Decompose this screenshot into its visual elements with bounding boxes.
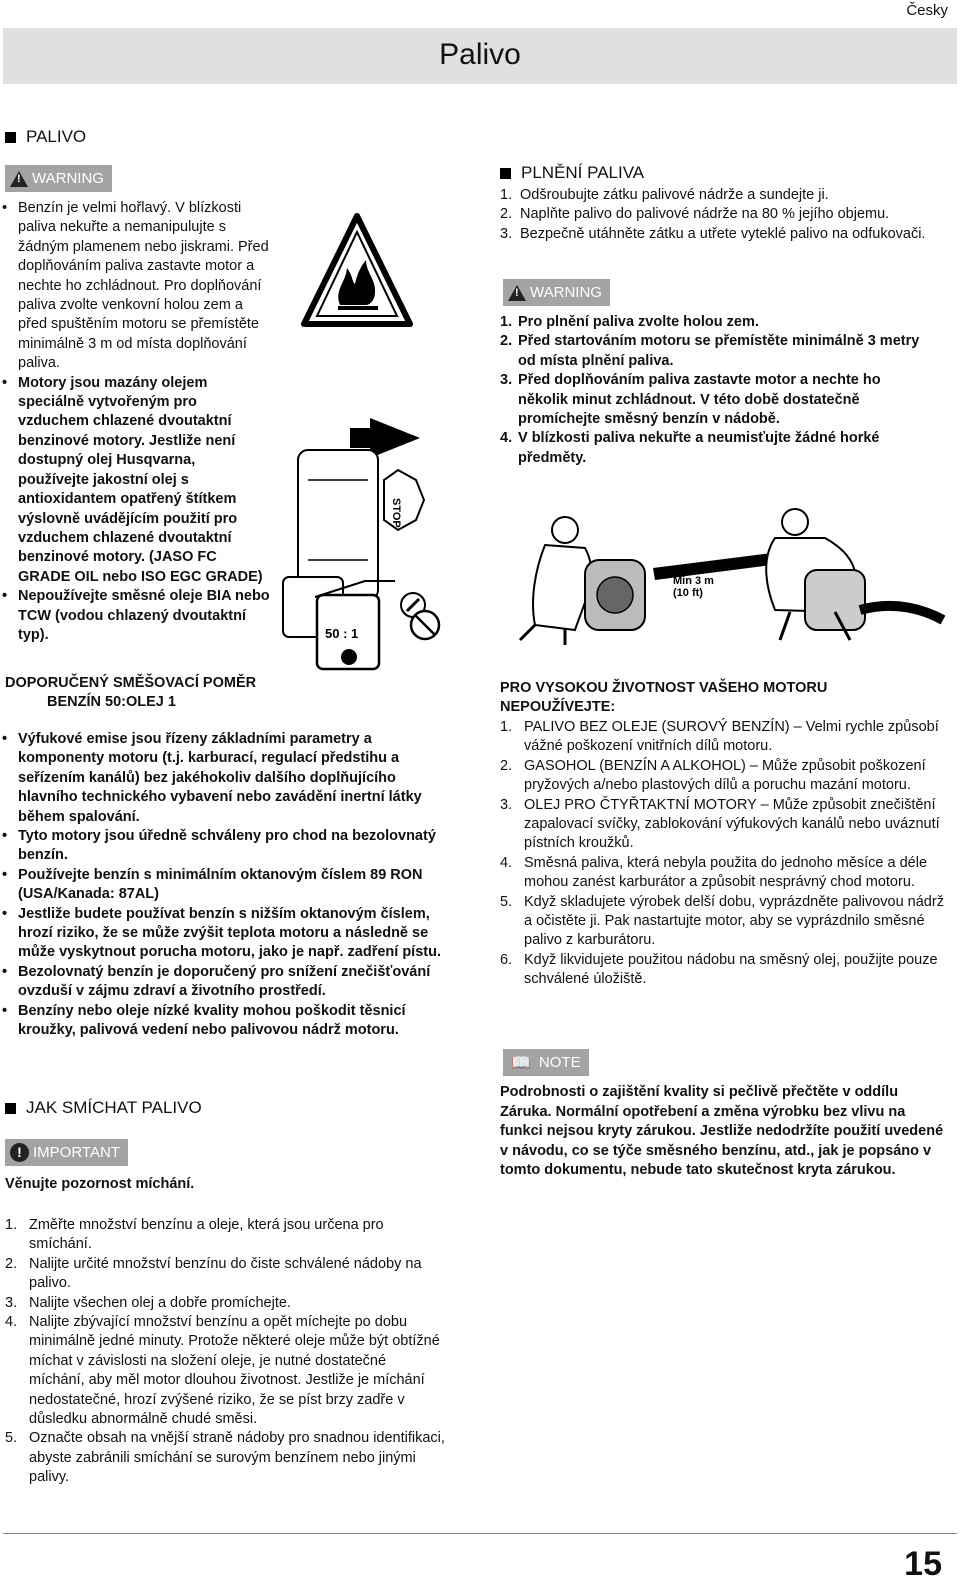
fill-step: 2. Naplňte palivo do palivové nádrže na 80 % jejího objemu. xyxy=(500,206,890,223)
note-label: NOTE xyxy=(538,1054,581,1071)
ratio-heading-line1: DOPORUČENÝ SMĚŠOVACÍ POMĚR xyxy=(5,675,257,691)
section-mix-heading xyxy=(5,1098,202,1118)
mix-steps-list xyxy=(5,1216,445,1488)
book-icon: 📖 xyxy=(511,1054,531,1072)
ratio-item: • Výfukové emise jsou řízeny základními parametry a komponenty motoru (t.j. karburací, regulací předstihu a seřízením kanálů) bez jakéhokoliv dalšího doplňujícího hlavního technického vybavení nebo zavádění inertní látky během spalování. xyxy=(0,730,456,827)
warning-item: • Nepoužívejte směsné oleje BIA nebo TCW (vodou chlazený dvoutaktní typ). xyxy=(0,587,270,645)
ratio-item: • Bezolovnatý benzín je doporučený pro snížení znečišťování ovzduší v zájmu zdraví a životního prostředí. xyxy=(0,963,456,1002)
page-number: 15 xyxy=(904,1545,942,1583)
ratio-list xyxy=(0,730,456,1041)
warning-item: • Motory jsou mazány olejem speciálně vytvořeným pro vzduchem chlazené dvoutaktní benzinové motory. Jestliže není dostupný olej Husqvarna, používejte jakostní olej s antioxidantem opatřený štítkem výslovně uvádějícím použití pro vzduchem chlazené dvoutaktní benzinové motory. (JASO FC GRADE OIL nebo ISO EGC GRADE) xyxy=(0,374,270,587)
flammable-warning-icon xyxy=(300,210,415,330)
footer-divider xyxy=(3,1533,957,1534)
warning-item: • Benzín je velmi hořlavý. V blízkosti paliva nekuřte a nemanipulujte s žádným plamenem nebo jiskrami. Před doplňováním paliva zastavte motor a nechte ho zchládnout. Pro doplňování paliva zvolte venkovní holou zem a před spuštěním motoru se přemístěte minimálně 3 m od místa doplňování paliva. xyxy=(0,199,270,374)
engine-life-item: 2. GASOHOL (BENZÍN A ALKOHOL) – Může způsobit poškození pryžových a/nebo plastových dílů a poruchu mazání motoru. xyxy=(500,757,926,794)
important-badge xyxy=(5,1139,128,1166)
ratio-item: • Benzíny nebo oleje nízké kvality mohou poškodit těsnicí kroužky, palivová vedení nebo palivovou nádrž motoru. xyxy=(0,1002,456,1041)
section-mix-title: JAK SMÍCHAT PALIVO xyxy=(26,1098,202,1117)
fill-step: 3. Bezpečně utáhněte zátku a utřete vyteklé palivo na odfukovači. xyxy=(500,225,926,242)
mix-step: 2. Nalijte určité množství benzínu do čiste schválené nádoby na palivo. xyxy=(5,1255,422,1292)
warning-badge-right xyxy=(503,279,610,306)
engine-life-list xyxy=(500,718,945,990)
refuel-distance-illustration xyxy=(505,500,950,650)
engine-life-item: 4. Směsná paliva, která nebyla použita do jednoho měsíce a déle mohou zanést karburátor a způsobit nesprávný chod motoru. xyxy=(500,854,928,891)
section-palivo-heading xyxy=(5,127,86,147)
fuel-can-illustration xyxy=(275,565,450,675)
warning-label: WARNING xyxy=(32,170,104,187)
warning-badge xyxy=(5,165,112,192)
fill-warning-item: 1. Pro plnění paliva zvolte holou zem. xyxy=(500,314,759,330)
warning-list xyxy=(0,199,270,645)
mix-step: 1. Změřte množství benzínu a oleje, která jsou určena pro smíchání. xyxy=(5,1217,384,1253)
distance-label-line2: (10 ft) xyxy=(673,587,703,599)
ratio-heading xyxy=(5,674,256,713)
distance-label-line1: Min 3 m xyxy=(673,575,714,587)
section-fill-title: PLNĚNÍ PALIVA xyxy=(521,163,645,182)
mix-step: 5. Označte obsah na vnější straně nádoby pro snadnou identifikaci, abyste zabránili smíchání se surovým benzínem nebo jinými palivy. xyxy=(5,1430,445,1486)
mix-step: 4. Nalijte zbývající množství benzínu a opět míchejte po dobu minimálně jedné minuty. Protože některé oleje může být obtížné míchat v závislosti na složení oleje, je nutné dostatečné míchání, aby měl motor dlouhou životnost. Jestliže je míchání nedostatečné, hrozí zvýšené riziko, že se píst brzy zadře v důsledku abnormálně chudé směsi. xyxy=(5,1314,440,1428)
ratio-item: • Tyto motory jsou úředně schváleny pro chod na bezolovnatý benzín. xyxy=(0,827,456,866)
mix-step: 3. Nalijte všechen olej a dobře promíchejte. xyxy=(5,1294,291,1311)
square-bullet-icon xyxy=(5,1103,16,1114)
engine-life-item: 5. Když skladujete výrobek delší dobu, vyprázdněte palivovou nádrž a očistěte ji. Pak nastartujte motor, aby se vyprázdnilo směsné palivo z karburátoru. xyxy=(500,893,944,949)
important-label: IMPORTANT xyxy=(33,1144,120,1161)
section-palivo-title: PALIVO xyxy=(26,127,87,146)
ratio-heading-line2: BENZÍN 50:OLEJ 1 xyxy=(47,694,176,711)
stop-sign-text: STOP xyxy=(390,498,402,528)
section-fill-heading xyxy=(500,163,644,183)
page-title: Palivo xyxy=(439,38,521,71)
fill-warning-item: 2. Před startováním motoru se přemístěte minimálně 3 metry od místa plnění paliva. xyxy=(500,333,920,369)
ratio-item: • Jestliže budete používat benzín s nižším oktanovým číslem, hrozí riziko, že se může zvýšit teplota motoru a následně se může vyskytnout porucha motoru, jako je např. zadření pístu. xyxy=(0,905,456,963)
fill-warning-item: 3. Před doplňováním paliva zastavte motor a nechte ho několik minut zchládnout. V této době dostatečně promíchejte směsný benzín v nádobě. xyxy=(500,372,881,428)
warning-triangle-icon xyxy=(508,285,526,301)
engine-life-item: 6. Když likvidujete použitou nádobu na směsný olej, použijte pouze schválené úložiště. xyxy=(500,951,938,988)
engine-life-item: 3. OLEJ PRO ČTYŘTAKTNÍ MOTORY – Může způsobit znečištění zapalovací svíčky, zablokování výfukových kanálů nebo uváznutí pístních kroužků. xyxy=(500,796,940,852)
engine-life-heading: PRO VYSOKOU ŽIVOTNOST VAŠEHO MOTORU NEPOUŽÍVEJTE: xyxy=(500,680,828,716)
important-text: Věnujte pozornost míchání. xyxy=(5,1176,195,1192)
ratio-item: • Používejte benzín s minimálním oktanovým číslem 89 RON (USA/Kanada: 87AL) xyxy=(0,866,456,905)
note-text: Podrobnosti o zajištění kvality si pečlivě přečtěte v oddílu Záruka. Normální opotřebení a změna výrobku bez vlivu na funkci nejsou kryty zárukou. Jestliže nedodržíte použití uvedené v návodu, co se týče směsného benzínu, atd., jak je popsáno v tomto dokumentu, nebude tato skutečnost kryta zárukou. xyxy=(500,1084,944,1179)
exclamation-circle-icon: ! xyxy=(10,1143,29,1162)
warning-triangle-icon xyxy=(10,171,28,187)
fill-warning-list xyxy=(500,313,920,468)
fill-warning-item: 4. V blízkosti paliva nekuřte a neumisťujte žádné horké předměty. xyxy=(500,430,880,466)
fill-step: 1. Odšroubujte zátku palivové nádrže a sundejte ji. xyxy=(500,187,829,203)
title-bar xyxy=(3,28,957,84)
engine-life-item: 1. PALIVO BEZ OLEJE (SUROVÝ BENZÍN) – Velmi rychle způsobí vážné poškození vnitřních dílů motoru. xyxy=(500,719,939,755)
note-badge xyxy=(503,1049,589,1076)
square-bullet-icon xyxy=(500,168,511,179)
warning-label-right: WARNING xyxy=(530,284,602,301)
can-ratio-label: 50 : 1 xyxy=(325,626,359,641)
language-label: Česky xyxy=(906,2,948,19)
square-bullet-icon xyxy=(5,132,16,143)
fill-steps-list xyxy=(500,186,950,244)
